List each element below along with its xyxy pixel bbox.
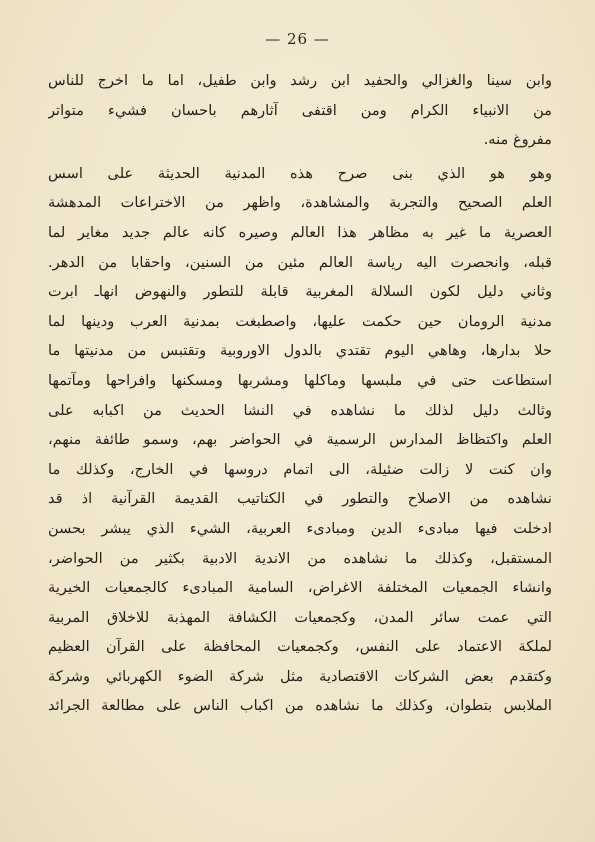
text-line: نشاهده من الاصلاح والتطور في الكتاتيب القديمة القرآنية اذ قد [48, 490, 552, 508]
text-line: العلم الصحيح والتجربة والمشاهدة، واظهر من الاختراعات المدهشة [48, 194, 552, 212]
text-line: العصرية ما غير به مظاهر هذا العالم وصيره كانه عالم جديد مغاير لما [48, 223, 552, 241]
text-line: العلم واكتظاظ المدارس الرسمية في الحواضر بهم، وسمو طائفة منهم، [48, 431, 552, 449]
text-line: مدنية الرومان حين حكمت عليها، واصطبغت بمدنية العرب ودينها لما [48, 312, 552, 330]
text-line: وثاني دليل لكون السلالة المغربية قابلة للتطور والنهوض انهاـ ابرت [48, 283, 552, 301]
text-line: وهو هو الذي بنى صرح هذه المدنية الحديثة على اسس [48, 164, 552, 182]
text-line: التي عمت سائر المدن، وكجمعيات الكشافة المهذبة للاخلاق المربية [48, 608, 552, 626]
text-line: وثالث دليل لذلك ما نشاهده في النشا الحديث من اكبابه على [48, 401, 552, 419]
text-line: ادخلت فيها مبادىء الدين ومبادىء العربية، الشيء الذي يبشر بحسن [48, 519, 552, 537]
text-line: قبله، وانحصرت اليه رياسة العالم مئين من السنين، واحقابا من الدهر. [48, 253, 552, 271]
text-line: وكتقدم بعض الشركات الاقتصادية مثل شركة الضوء الكهربائي وشركة [48, 667, 552, 685]
text-line: من الانبياء الكرام ومن اقتفى آثارهم باحسان فشيء متواتر [48, 101, 552, 119]
page-number: — 26 — [265, 30, 330, 48]
body-text [48, 66, 552, 721]
text-line: حلا بدارها، وهاهي اليوم تقتدي بالدول الاوروبية وتقتبس من مدنيتها ما [48, 342, 552, 360]
text-line: لملكة الاعتماد على النفس، وكجمعيات المحافظة على القرآن العظيم [48, 638, 552, 656]
text-line: وانشاء الجمعيات المختلفة الاغراض، السامية المبادىء كالجمعيات الخيرية [48, 579, 552, 597]
text-line: وان كنت لا زالت ضئيلة، الى اتمام دروسها في الخارج، وكذلك ما [48, 460, 552, 478]
text-line: مفروغ منه. [483, 131, 552, 149]
text-line: الملابس بتطوان، وكذلك ما نشاهده من اكباب الناس على مطالعة الجرائد [48, 697, 552, 715]
text-line: المستقبل، وكذلك ما نشاهده من الاندية الادبية بكثير من الحواضر، [48, 549, 552, 567]
text-line: وابن سينا والغزالي والحفيد ابن رشد وابن طفيل، اما ما اخرج للناس [48, 72, 552, 89]
text-line: استطاعت حتى في ملبسها وماكلها ومشربها ومسكنها وافراحها ومآتمها [48, 371, 552, 389]
